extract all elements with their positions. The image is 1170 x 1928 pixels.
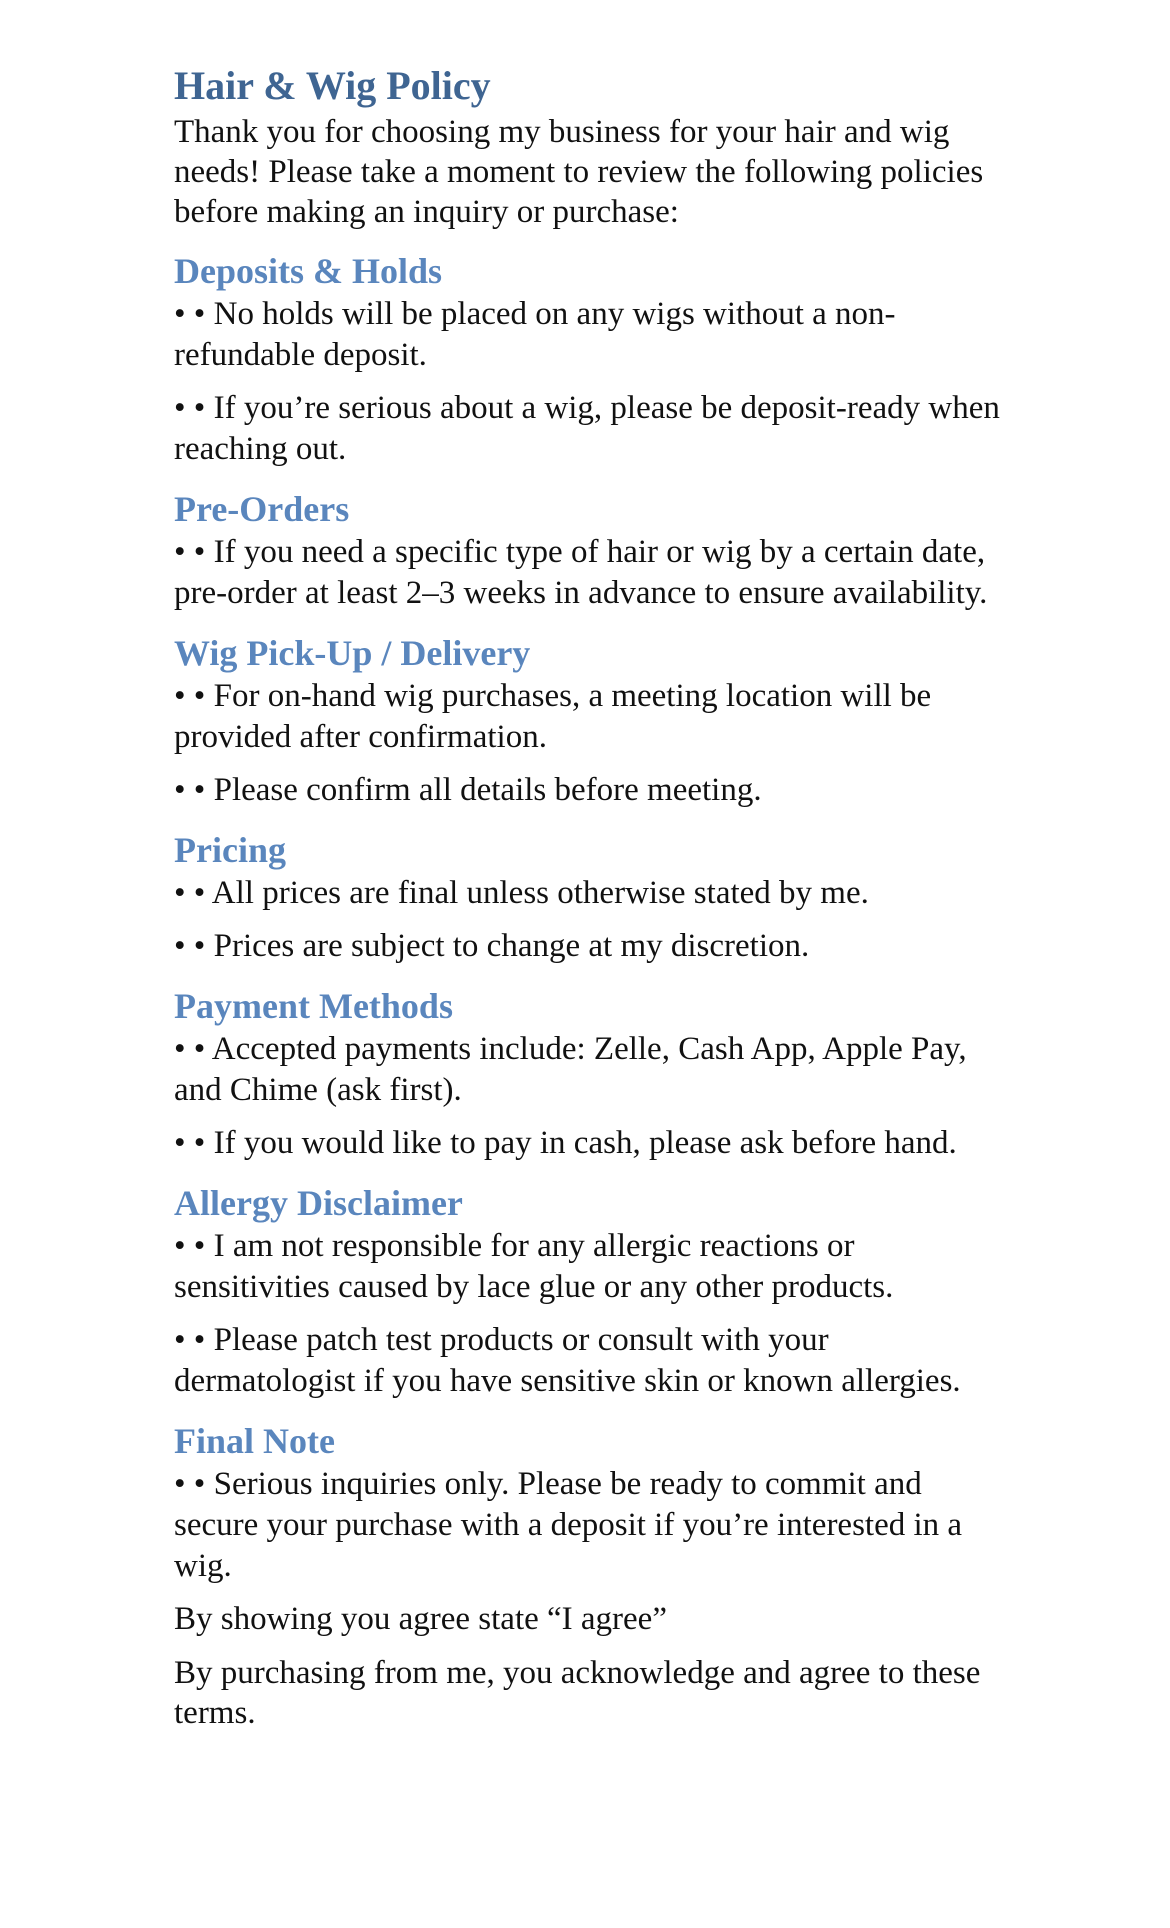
list-item [174, 388, 1010, 470]
bullet-marker: • • [174, 534, 214, 570]
bullet-marker: • • [174, 875, 212, 911]
list-item [174, 532, 1010, 614]
list-item-text: If you need a specific type of hair or wig by a certain date, pre-order at least 2–3 weeks in advance to ensure availability. [174, 534, 988, 611]
section-payment-methods [174, 983, 1010, 1164]
intro-paragraph: Thank you for choosing my business for your hair and wig needs! Please take a moment to review the following policies before making an inquiry or purchase: [174, 114, 984, 230]
section-deposits-holds [174, 248, 1010, 470]
bullet-marker: • • [174, 928, 214, 964]
list-item-text: Prices are subject to change at my discretion. [213, 928, 810, 964]
bullet-marker: • • [174, 1322, 214, 1358]
list-item-text: I am not responsible for any allergic reactions or sensitivities caused by lace glue or any other products. [174, 1228, 894, 1305]
section-heading: Deposits & Holds [174, 251, 443, 291]
sections-container [174, 248, 1010, 1587]
list-item [174, 1123, 1010, 1164]
section-final-note [174, 1418, 1010, 1587]
list-item [174, 873, 1010, 914]
section-heading: Allergy Disclaimer [174, 1183, 463, 1223]
list-item-text: Please confirm all details before meeting. [213, 772, 762, 808]
agreement-instruction: By showing you agree state “I agree” [174, 1601, 667, 1637]
list-item-text: If you would like to pay in cash, please ask before hand. [213, 1125, 957, 1161]
section-pricing [174, 827, 1010, 967]
acknowledgement-text: By purchasing from me, you acknowledge and agree to these terms. [174, 1655, 981, 1731]
section-heading: Payment Methods [174, 986, 453, 1026]
bullet-marker: • • [174, 1466, 214, 1502]
bullet-marker: • • [174, 772, 214, 808]
section-heading: Pre-Orders [174, 489, 350, 529]
section-allergy-disclaimer [174, 1180, 1010, 1402]
list-item-text: Accepted payments include: Zelle, Cash App, Apple Pay, and Chime (ask first). [174, 1031, 967, 1108]
bullet-marker: • • [174, 296, 214, 332]
section-pre-orders [174, 486, 1010, 614]
list-item [174, 676, 1010, 758]
list-item [174, 1029, 1010, 1111]
section-heading: Final Note [174, 1421, 335, 1461]
section-heading: Pricing [174, 830, 286, 870]
list-item [174, 1226, 1010, 1308]
list-item-text: No holds will be placed on any wigs without a non-refundable deposit. [174, 296, 896, 373]
list-item [174, 770, 1010, 811]
list-item-text: Serious inquiries only. Please be ready to commit and secure your purchase with a deposit if you’re interested in a wig. [174, 1466, 963, 1584]
list-item-text: For on-hand wig purchases, a meeting location will be provided after confirmation. [174, 678, 932, 755]
list-item [174, 1320, 1010, 1402]
list-item-text: Please patch test products or consult with your dermatologist if you have sensitive skin or known allergies. [174, 1322, 961, 1399]
list-item [174, 926, 1010, 967]
page-title: Hair & Wig Policy [174, 63, 491, 108]
list-item-text: If you’re serious about a wig, please be deposit-ready when reaching out. [174, 390, 1000, 467]
bullet-marker: • • [174, 1125, 214, 1161]
bullet-marker: • • [174, 390, 214, 426]
bullet-marker: • • [174, 1031, 212, 1067]
list-item-text: All prices are final unless otherwise stated by me. [211, 875, 869, 911]
list-item [174, 294, 1010, 376]
bullet-marker: • • [174, 678, 214, 714]
section-heading: Wig Pick-Up / Delivery [174, 633, 531, 673]
bullet-marker: • • [174, 1228, 214, 1264]
section-pickup-delivery [174, 630, 1010, 811]
list-item [174, 1464, 1010, 1587]
